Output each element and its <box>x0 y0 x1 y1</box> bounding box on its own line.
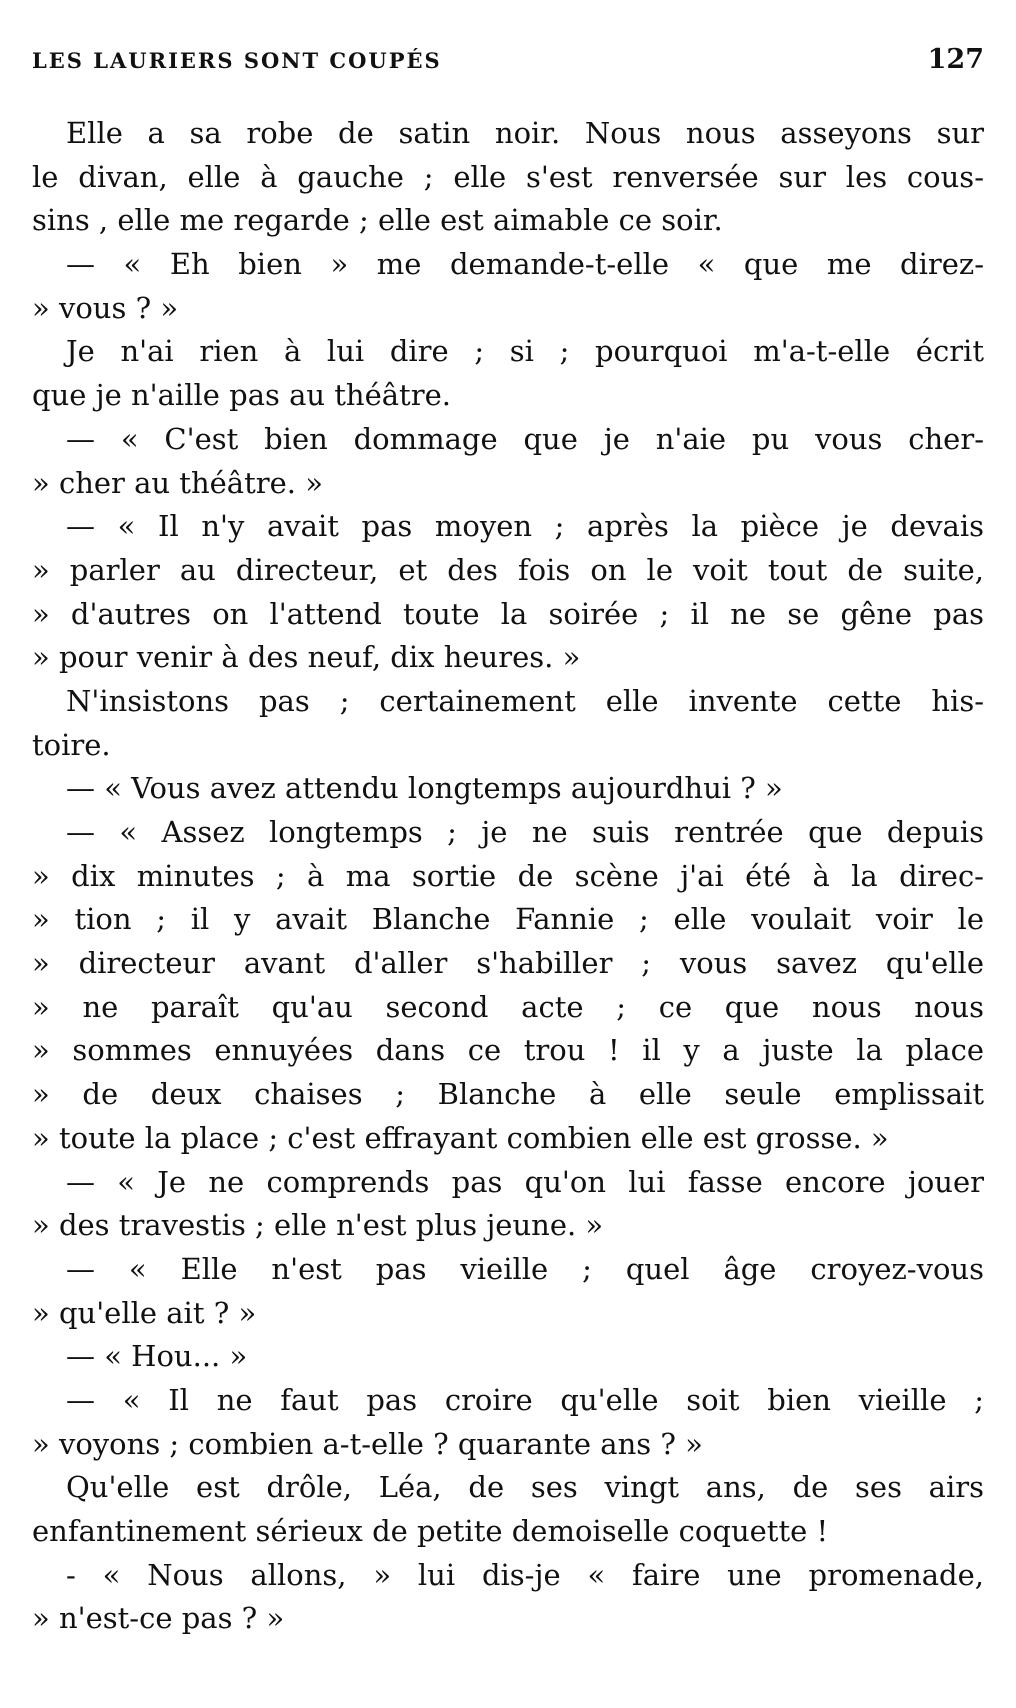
text-line: » de deux chaises ; Blanche à elle seule emplissait <box>32 1077 984 1112</box>
text-line: » voyons ; combien a-t-elle ? quarante ans ? » <box>32 1426 703 1461</box>
text-line: — « Il ne faut pas croire qu'elle soit bien vieille ; <box>66 1382 984 1417</box>
text-line: — « Il n'y avait pas moyen ; après la pièce je devais <box>66 509 984 544</box>
text-line: toire. <box>32 727 111 762</box>
text-line: — « Elle n'est pas vieille ; quel âge croyez-vous <box>66 1251 984 1286</box>
text-line: que je n'aille pas au théâtre. <box>32 378 451 413</box>
running-title: LES LAURIERS SONT COUPÉS <box>32 48 442 73</box>
text-line: — « Eh bien » me demande-t-elle « que me direz- <box>66 247 984 282</box>
text-line: » sommes ennuyées dans ce trou ! il y a juste la place <box>32 1033 984 1068</box>
text-line: » toute la place ; c'est effrayant combien elle est grosse. » <box>32 1120 889 1155</box>
text-line: » qu'elle ait ? » <box>32 1295 257 1330</box>
running-head <box>32 44 984 84</box>
text-line: - « Nous allons, » lui dis-je « faire une promenade, <box>66 1557 984 1592</box>
text-line: » vous ? » <box>32 290 179 325</box>
text-line: sins , elle me regarde ; elle est aimable ce soir. <box>32 203 723 238</box>
text-line: N'insistons pas ; certainement elle invente cette his- <box>66 683 984 718</box>
text-line: — « Je ne comprends pas qu'on lui fasse encore jouer <box>66 1164 984 1199</box>
text-line: — « Vous avez attendu longtemps aujourdhui ? » <box>66 771 783 806</box>
text-line: » dix minutes ; à ma sortie de scène j'ai été à la direc- <box>32 858 984 893</box>
text-line: — « Assez longtemps ; je ne suis rentrée que depuis <box>66 815 984 849</box>
text-line: enfantinement sérieux de petite demoiselle coquette ! <box>32 1514 829 1548</box>
text-line: » directeur avant d'aller s'habiller ; vous savez qu'elle <box>32 946 984 981</box>
text-line: » d'autres on l'attend toute la soirée ; il ne se gêne pas <box>32 596 984 631</box>
body-text <box>32 112 984 1641</box>
text-line: — « C'est bien dommage que je n'aie pu vous cher- <box>66 421 984 456</box>
text-line: » parler au directeur, et des fois on le voit tout de suite, <box>32 552 984 587</box>
text-line: le divan, elle à gauche ; elle s'est renversée sur les cous- <box>32 159 984 194</box>
text-line: Je n'ai rien à lui dire ; si ; pourquoi m'a-t-elle écrit <box>66 334 984 369</box>
text-line: » n'est-ce pas ? » <box>32 1601 285 1636</box>
text-line: » des travestis ; elle n'est plus jeune. » <box>32 1208 604 1243</box>
text-line: — « Hou... » <box>66 1339 248 1374</box>
text-line: » ne paraît qu'au second acte ; ce que nous nous <box>32 989 984 1024</box>
text-line: » pour venir à des neuf, dix heures. » <box>32 640 581 675</box>
text-line: » cher au théâtre. » <box>32 465 323 500</box>
text-line: Elle a sa robe de satin noir. Nous nous asseyons sur <box>66 116 984 150</box>
text-line: » tion ; il y avait Blanche Fannie ; elle voulait voir le <box>32 902 984 937</box>
page-number: 127 <box>927 44 984 75</box>
text-line: Qu'elle est drôle, Léa, de ses vingt ans, de ses airs <box>66 1470 984 1505</box>
